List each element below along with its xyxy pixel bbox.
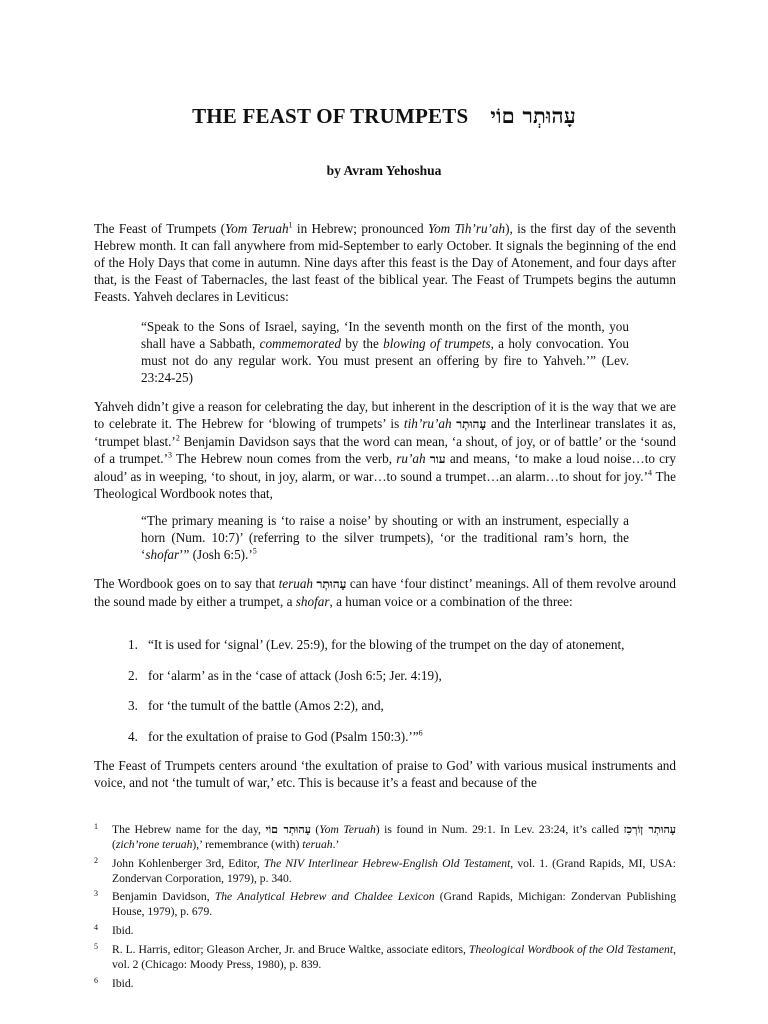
footnote-ref-6[interactable]: 6 bbox=[418, 728, 423, 738]
block-quote-1: “Speak to the Sons of Israel, saying, ‘In the seventh month on the first of the month, you shall have a Sabbath, commemorated by the blowing of trumpets, a holy convocation. You must not do any regular work. You must present an offering by fire to Yahveh.’” (Lev. 23:24-25) bbox=[141, 319, 629, 385]
footnote-ref-1[interactable]: 1 bbox=[288, 220, 293, 230]
footnote-ref-5[interactable]: 5 bbox=[252, 546, 257, 556]
paragraph-1: The Feast of Trumpets (Yom Teruah$^1$ in Hebrew; pronounced Yom Tih’ru’ah), is the first day of the seventh Hebrew month. It can fall anywhere from mid-September to early October. It signals the beginning of the end of the Holy Days that come in autumn. Nine days after this feast is the Day of Atonement, and four days after that, is the Feast of Tabernacles, the last feast of the biblical year. The Feast of Trumpets begins the autumn Feasts. Yahveh declares in Leviticus: bbox=[94, 220, 676, 304]
list-item: 1. “It is used for ‘signal’ (Lev. 25:9), for the blowing of the trumpet on the day of atonement, bbox=[128, 637, 625, 652]
paragraph-2: Yahveh didn’t give a reason for celebrating the day, but inherent in the description of it is the way that we are to celebrate it. The Hebrew for ‘blowing of trumpets’ is tih’ru’ah עָהוּתְר and the Interlinear translates it as, ‘trumpet blast.’$^2$ Benjamin Davidson says that the word can mean, ‘a shout, of joy, or of battle’ or the ‘sound of a trumpet.’$^3$ The Hebrew noun comes from the verb, ru’ah עור and means, ‘to make a loud noise…to cry aloud’ as in weeping, ‘to shout, in joy, alarm, or war…to sound a trumpet…an alarm…to shout for joy.’$^4$ The Theological Wordbook notes that, bbox=[94, 399, 677, 501]
footnote-ref-2[interactable]: 2 bbox=[175, 433, 180, 443]
paragraph-4: The Feast of Trumpets centers around ‘the exultation of praise to God’ with various musical instruments and voice, and not ‘the tumult of war,’ etc. This is because it’s a feast and because of the bbox=[94, 758, 676, 790]
list-item: 2. for ‘alarm’ as in the ‘case of attack (Josh 6:5; Jer. 4:19), bbox=[128, 668, 442, 683]
title-hebrew: עָהוּתְר םוֹי bbox=[490, 103, 576, 128]
byline: by Avram Yehoshua bbox=[326, 163, 442, 178]
footnote-ref-4[interactable]: 4 bbox=[648, 468, 652, 478]
list-item: 3. for ‘the tumult of the battle (Amos 2:2), and, bbox=[128, 698, 384, 713]
document-page: THE FEAST OF TRUMPETS עָהוּתְר םוֹי by Avram Yehoshua The Feast of Trumpets (Yom Teruah$^1$ in Hebrew; pronounced Yom Tih’ru’ah), is the first day of the seventh Hebrew month. It can fall anywhere from mid-September to early October. It signals the beginning of the end of the Holy Days that come in autumn. Nine days after this feast is the Day of Atonement, and four days after that, is the Feast of Tabernacles, the last feast of the biblical year. The Feast of Trumpets begins the autumn Feasts. Yahveh declares in Leviticus: “Speak to the Sons of Israel, saying, ‘In the seventh month on the first of the month, you shall have a Sabbath, commemorated by the blowing of trumpets, a holy convocation. You must not do any regular work. You must present an offering by fire to Yahveh.’” (Lev. 23:24-25) Yahveh didn’t give a reason for celebrating the day, but inherent in the description of it is the way that we are to celebrate it. The Hebrew for ‘blowing of trumpets’ is tih’ru’ah עָהוּתְר and the Interlinear translates it as, ‘trumpet blast.’$^2$ Benjamin Davidson says that the word can mean, ‘a shout, of joy, or of battle’ or the ‘sound of a trumpet.’$^3$ The Hebrew noun comes from the verb, ru’ah עור and means, ‘to make a loud noise…to cry aloud’ as in weeping, ‘to shout, in joy, alarm, or war…to sound a trumpet…an alarm…to shout for joy.’$^4$ The Theological Wordbook notes that, “The primary meaning is ‘to raise a noise’ by shouting or with an instrument, especially a horn (Num. 10:7)’ (referring to the silver trumpets), ‘or the traditional ram’s horn, the ‘shofar’” (Josh 6:5).’$^5$ The Wordbook goes on to say that teruah עָהוּתְר can have ‘four distinct’ meanings. All of them revolve around the sound made by either a trumpet, a shofar, a human voice or a combination of the three: 1. “It is used for ‘signal’ (Lev. 25:9), for the blowing of the trumpet on the day of atonement, 2. for ‘alarm’ as in the ‘case of attack (Josh 6:5; Jer. 4:19), 3. for ‘the tumult of the battle (Amos 2:2), and, 4. for the exultation of praise to God (Psalm 150:3).’”$^6$ The Feast of Trumpets centers around ‘the exultation of praise to God’ with various musical instruments and voice, and not ‘the tumult of war,’ etc. This is because it’s a feast and because of the 1 The Hebrew name for the day, עָהוּתְר םוֹי (Yom Teruah) is found in Num. 29:1. In Lev. 23:24, it’s called עָהוּתְר ןוֹרְכִז (zich’rone teruah),’ remembrance (with) teruah.’ 2 John Kohlenberger 3rd, Editor, The NIV Interlinear Hebrew-English Old Testament, vol. 1. (Grand Rapids, MI, USA: Zondervan Corporation, 1979), p. 340. 3 Benjamin Davidson, The Analytical Hebrew and Chaldee Lexicon (Grand Rapids, Michigan: Zondervan Publishing House, 1979), p. 679. 4 Ibid. 5 R. L. Harris, editor; Gleason Archer, Jr. and Bruce Waltke, associate editors, Theological Wordbook of the Old Testament, vol. 2 (Chicago: Moody Press, 1980), p. 839. 6 Ibid. bbox=[0, 0, 768, 1024]
list-item: 4. for the exultation of praise to God (Psalm 150:3).’”$^6$ bbox=[128, 728, 423, 744]
page-title bbox=[0, 103, 768, 129]
title-text: THE FEAST OF TRUMPETS bbox=[192, 104, 469, 128]
paragraph-3: The Wordbook goes on to say that teruah עָהוּתְר can have ‘four distinct’ meanings. All of them revolve around the sound made by either a trumpet, a shofar, a human voice or a combination of the three: bbox=[94, 576, 676, 609]
footnote-ref-3[interactable]: 3 bbox=[167, 450, 172, 460]
block-quote-2: “The primary meaning is ‘to raise a noise’ by shouting or with an instrument, especially a horn (Num. 10:7)’ (referring to the silver trumpets), ‘or the traditional ram’s horn, the ‘shofar’” (Josh 6:5).’$^5$ bbox=[141, 513, 629, 562]
